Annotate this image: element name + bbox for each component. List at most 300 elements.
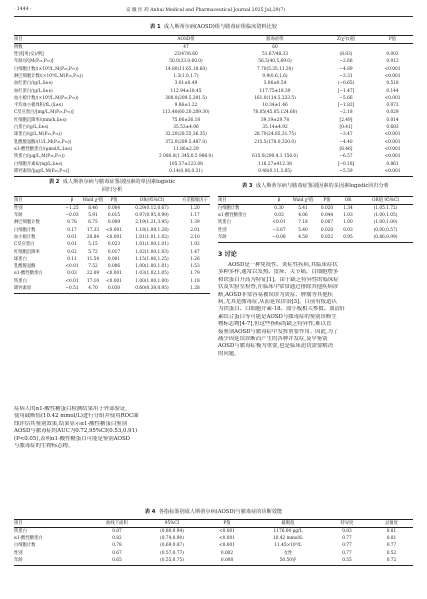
text-line: 多种多样,通常以发热、皮疹、关节痛、白细胞增多 <box>218 269 339 276</box>
table2-cell: 1.01(1.01,1.02) <box>135 234 169 240</box>
table3-column-header: Wald χ²值 <box>292 197 314 203</box>
table3 <box>218 196 413 243</box>
table1-cell: [−1.47] <box>337 88 355 94</box>
table1-cell: <0.001 <box>384 132 401 138</box>
table4-cell: 0.77 <box>342 536 352 542</box>
table1-cell: [−0.18] <box>337 161 355 167</box>
table2-column-header: Wald χ²值 <box>82 197 104 203</box>
table4-cell: 0.77 <box>386 543 397 549</box>
table1-cell: 0.14(0.06,0.31) <box>169 168 203 174</box>
table1-header-row <box>14 36 413 44</box>
table1-cell: 0.683 <box>386 125 399 131</box>
table2-cell: 5.72 <box>88 249 98 255</box>
table1-cell: 116.27±412.38 <box>258 161 292 167</box>
table2-cell: 1.01(1.00,1.01) <box>135 242 169 248</box>
table4 <box>14 519 413 566</box>
table3-cell: <0.01 <box>272 220 286 226</box>
table2-cell: 4.70 <box>88 286 98 292</box>
table1-row <box>14 110 413 117</box>
table1-row <box>14 154 413 161</box>
table4-column-header: 灵敏度 <box>385 520 398 526</box>
table3-header-row <box>218 197 413 205</box>
table3-cell: 5.41 <box>298 205 308 211</box>
table3-cell: −3.67 <box>272 227 286 233</box>
table2-cell: −0.51 <box>65 286 79 292</box>
discussion-text <box>218 262 413 358</box>
table2-cell: 0.11 <box>67 256 77 262</box>
table3-cell: 0.044 <box>320 213 334 219</box>
table2-row <box>14 256 210 263</box>
table1-cell <box>372 44 413 52</box>
table4-cell: (0.57,0.77) <box>160 550 184 556</box>
table2-column-header: OR(95%CI) <box>139 197 165 203</box>
table4-row <box>14 528 413 536</box>
table4-cell: 0.67 <box>112 550 122 556</box>
table3-cell: 性别 <box>218 227 227 233</box>
table1-cell: 3.06±0.54 <box>263 81 287 87</box>
table1-cell: 红细胞沉降率/(mm/h,x̄±s) <box>14 117 67 123</box>
table4-cell: 性别 <box>14 550 23 556</box>
table4-cell: 0.78 <box>112 543 122 549</box>
table2-cell: 0.030 <box>107 286 121 292</box>
table1-row <box>14 81 413 88</box>
table2-cell: 1.28 <box>190 286 200 292</box>
table2-row <box>14 286 210 294</box>
table3-cell: 4.06 <box>298 213 308 219</box>
table2-cell: 22.09 <box>86 271 100 277</box>
table4-row <box>14 536 413 543</box>
table1-row <box>14 146 413 153</box>
table2-row <box>14 220 210 227</box>
table2-cell: 血小板计数 <box>14 234 36 240</box>
table2-cell: 性别 <box>14 205 23 211</box>
table2-cell: 0.023 <box>107 242 121 248</box>
table2-cell: 0.001 <box>107 256 121 262</box>
table2-cell: 11.54 <box>86 256 100 262</box>
table3-cell: 4.59 <box>298 234 308 240</box>
table1-cell: 10.34±1.46 <box>262 103 288 109</box>
table2-cell: 1.18(1.09,1.28) <box>135 227 169 233</box>
table1-row <box>14 161 413 168</box>
table2-cell: 2.10 <box>190 234 200 240</box>
table4-cell: 0.77 <box>342 543 352 549</box>
table1-cell: [0.41] <box>339 125 353 131</box>
table4-cell: <0.001 <box>219 543 235 549</box>
table1-cell: 32.20(28.55,36.35) <box>165 132 207 138</box>
table2-cell: 红细胞沉降率 <box>14 249 40 255</box>
table2-cell: 1.18 <box>190 278 200 284</box>
table2-cell: <0.001 <box>106 271 122 277</box>
table3-cell: 0.03 <box>274 213 284 219</box>
table1-cell: α1-酸性糖蛋白/(μmol/L,x̄±s) <box>14 146 73 152</box>
table1-row <box>14 88 413 95</box>
table2-cell: 6.75 <box>88 220 98 226</box>
text-line: AOSD与脓毒症的AUC为0.72,95%CI(0.53,0.91) <box>14 428 138 435</box>
table2-cell: 1.39 <box>190 220 200 226</box>
table1-cell: <0.001 <box>384 168 401 174</box>
table3-cell: 0.95 <box>343 234 353 240</box>
table2-cell: 1.02(1.00,1.03) <box>135 249 169 255</box>
table1-cell <box>320 44 372 52</box>
table1-cell: 年龄/岁[M(P₂₅,P₇₅)] <box>14 59 54 65</box>
page-number: · 1444 · <box>14 7 32 12</box>
table1-cell: −5.59 <box>339 168 353 174</box>
table3-cell: (0.00,0.57) <box>373 227 398 233</box>
table4-cell: 年龄 <box>14 557 23 563</box>
table4-header-row <box>14 520 413 528</box>
table1-row <box>14 95 413 102</box>
table1-cell: 14.80(11.65,18.60) <box>165 66 207 72</box>
table3-column-header: 项目 <box>218 197 227 203</box>
table1-cell: −2.66 <box>339 59 353 65</box>
table3-number: 表 3 <box>241 183 253 189</box>
text-line: AOSD是一种免疫性、炎症性疾病,其临床症状 <box>228 262 338 268</box>
table1-cell: −2.18 <box>339 110 353 116</box>
table2-cell: <0.001 <box>106 234 122 240</box>
text-line: 状及实验室检查,在临床中常常通过排除其他疾病诊 <box>218 284 339 291</box>
table3-cell: 铁蛋白 <box>218 220 231 226</box>
table1-cell: 56.5(40.5,69.0) <box>258 59 292 65</box>
table4-row <box>14 543 413 550</box>
table1-row <box>14 103 413 110</box>
table3-cell: (0.86,0.99) <box>373 234 398 240</box>
table4-cell: 0.72 <box>386 557 397 563</box>
table2-cell: 17.33 <box>86 227 100 233</box>
table1-cell: 0.48(0.11,3.85) <box>258 168 292 174</box>
table1-cell <box>230 146 320 153</box>
table1-cell: 平均血小板体积/fL,(x̄±s) <box>14 103 63 109</box>
table1-number: 表 1 <box>149 24 161 30</box>
table1-cell: 0.072 <box>386 103 399 109</box>
table1-row <box>14 117 413 124</box>
table2-cell: 2.01 <box>190 227 200 233</box>
table2-cell: 1.92 <box>190 242 200 248</box>
table1-cell: 降钙素原/[μg/L,M(P₂₅,P₇₅)] <box>14 168 69 174</box>
table1-cell: 白细胞计数/(×10⁹/L,M(P₂₅,P₇₅)) <box>14 66 79 72</box>
table2-cell: 0.97(0.95,0.99) <box>135 213 169 219</box>
table3-row <box>218 205 413 213</box>
table1-cell: [2.49] <box>339 117 353 123</box>
table4-cell: 50.50岁 <box>279 557 297 563</box>
table1-column-header: AOSD组 <box>177 36 195 42</box>
table3-cell: 0.007 <box>320 220 334 226</box>
table3-row <box>218 220 413 227</box>
table1 <box>14 35 413 177</box>
table2-row <box>14 227 210 234</box>
table4-cell: 10.42 mmol/L <box>272 536 304 542</box>
table2-cell: 降钙素原 <box>14 286 32 292</box>
table1-column-header: P值 <box>388 36 397 42</box>
table3-cell: 年龄 <box>218 234 227 240</box>
table4-column-header: 项目 <box>14 520 23 526</box>
text-line: AOSD与脓毒症极为重要,也是临床迫切需要解决 <box>218 343 334 350</box>
table4-cell: 0.83 <box>342 528 352 534</box>
text-line: 接鉴别AOSD与脓毒症中发挥重要作用。因此,为了 <box>218 328 339 335</box>
text-line: 减少因延误诊断而产生的各种并发症,及早鉴别 <box>218 336 328 343</box>
table1-cell: 性别[男(女)/例] <box>14 52 44 58</box>
table1-cell: 117.75±18.39 <box>259 88 291 94</box>
table3-cell: 0.032 <box>320 234 334 240</box>
table1-cell: 0.9(0.6,1.6) <box>262 73 288 79</box>
table3-cell: 0.03 <box>343 227 353 233</box>
table4-title: 各指标鉴别成人斯蒂尔病(AOSD)与脓毒症的诊断效能 <box>158 509 283 515</box>
table2-cell: 0.78 <box>67 220 77 226</box>
table4-column-header: 95%CI <box>164 520 180 526</box>
table1-caption <box>14 23 413 30</box>
table2-caption <box>14 178 210 194</box>
table1-cell: 308.0(209.5,391.5) <box>165 95 207 101</box>
table3-cell: 1.03 <box>343 213 353 219</box>
table4-cell: 女性 <box>283 550 293 556</box>
table1-cell: −3.47 <box>339 132 353 138</box>
table1-cell: 28.70(24.85,31.75) <box>254 132 296 138</box>
table2-cell: 1.03(1.02,1.05) <box>135 271 169 277</box>
table2-row <box>14 242 210 249</box>
table1-row <box>14 44 413 52</box>
table3-column-header: OR值 95%CI <box>372 197 399 203</box>
table2-cell: 1.47 <box>190 249 200 255</box>
table2-row <box>14 278 210 285</box>
text-line: 素结合蛋白等可能是AOSD与脓毒症的鉴别诊断生 <box>218 313 337 320</box>
table1-cell: 2 080.0(1 345.0,5 986.0) <box>159 154 213 160</box>
table1-cell: 铁蛋白/(μg/L,M(P₂₅,P₇₅)) <box>14 154 65 160</box>
table1-row <box>14 59 413 66</box>
table4-cell: (0.55,0.75) <box>160 557 184 563</box>
table2-cell: C反应蛋白 <box>14 242 35 248</box>
table1-row <box>14 125 413 132</box>
table4-cell: 0.002 <box>220 550 234 556</box>
table1-cell: <0.001 <box>384 73 401 79</box>
table1-row <box>14 132 413 139</box>
table2-cell: 1.79 <box>190 271 200 277</box>
table1-cell: [−1.82] <box>337 103 355 109</box>
table3-cell: (1.00,1.05) <box>373 213 398 219</box>
table1-cell: 0.029 <box>386 110 399 116</box>
table3-cell: (1.00,1.00) <box>373 220 398 226</box>
table2-cell: 球蛋白 <box>14 256 27 262</box>
table1-cell: −4.40 <box>339 139 353 145</box>
table2-cell: 年龄 <box>14 213 23 219</box>
table4-cell: 0.65 <box>112 557 122 563</box>
table1-cell: 11.80±2.29 <box>173 146 199 152</box>
text-line: 的问题。 <box>218 350 240 357</box>
table1-cell: 105.37±123.08 <box>169 161 203 167</box>
table4-cell: 0.81 <box>386 528 397 534</box>
table1-cell: 47 <box>183 44 189 50</box>
table2-row <box>14 249 210 256</box>
table1-cell: 113.40(60.20,209.30) <box>162 110 210 116</box>
table2-row <box>14 205 210 213</box>
text-line: 线评估其鉴别效果,结果显示α1-酸性糖蛋白鉴别 <box>14 420 128 427</box>
table1-cell: 白蛋白/(g/L,x̄±s) <box>14 125 49 131</box>
table1-cell: (8.83) <box>339 52 353 58</box>
table1-title: 成人斯蒂尔病(AOSD)组与脓毒症组临床资料比较 <box>163 24 278 30</box>
table4-cell: (0.80,0.94) <box>160 528 184 534</box>
table2-cell: 20.84 <box>86 234 100 240</box>
table2-cell: <0.001 <box>106 227 122 233</box>
table2-cell: 0.006 <box>107 264 121 270</box>
table2-cell: 0.004 <box>107 205 121 211</box>
table3-cell: 1.00 <box>343 220 353 226</box>
table2-cell: 0.60(0.38,0.95) <box>135 286 169 292</box>
text-line: 为铁蛋白、白细胞介素-18、血小板相关参数、血清肝 <box>218 306 346 313</box>
text-line: 病,尤其是脓毒症,从而延误诊治[3]。目前有报道认 <box>218 299 337 306</box>
validation-text <box>14 406 210 450</box>
table4-row <box>14 550 413 557</box>
table2-cell: 0.01 <box>67 234 77 240</box>
table3-row <box>218 213 413 220</box>
table1-row <box>14 73 413 80</box>
table1-cell: −5.66 <box>339 95 353 101</box>
table3-cell: 5.40 <box>298 227 308 233</box>
table1-cell: 60 <box>272 44 278 50</box>
table1-cell: 215.5(178.0,320.0) <box>254 139 296 145</box>
table1-cell: <0.001 <box>384 66 401 72</box>
table1-cell: 球蛋白/(g/L,M(P₂₅,P₇₅)) <box>14 132 62 138</box>
table4-cell: 0.55 <box>342 557 352 563</box>
table2-cell: 1.00(1.00,1.00) <box>135 278 169 284</box>
table2-cell: 2.19(1.21,3.95) <box>135 220 169 226</box>
table2-cell: 5.15 <box>88 242 98 248</box>
table2-cell: 1.00(1.00,1.01) <box>135 264 169 270</box>
table2-row <box>14 271 210 278</box>
table3-row <box>218 227 413 234</box>
table2-column-header: β <box>70 197 74 203</box>
table2-cell: <0.01 <box>65 264 79 270</box>
table2-row <box>14 213 210 220</box>
table4-caption <box>14 508 413 515</box>
table3-row <box>218 234 413 242</box>
table1-cell: 0.518 <box>386 81 399 87</box>
table1-cell: <0.001 <box>384 139 401 145</box>
table1-cell: <0.001 <box>384 146 401 152</box>
table2-cell: 1.20 <box>190 205 200 211</box>
table1-cell: 1.3(1.0,1.7) <box>173 73 199 79</box>
table2-number: 表 2 <box>48 179 60 185</box>
table1-cell: [6.46] <box>339 146 353 152</box>
table1-cell: 血红蛋白/(g/L,x̄±s) <box>14 88 53 94</box>
table3-cell: −0.08 <box>272 234 286 240</box>
table4-cell: α1-酸性糖蛋白 <box>14 536 43 542</box>
table1-row <box>14 52 413 59</box>
table2-cell: 8.46 <box>88 205 98 211</box>
table2-cell: 5.91 <box>88 213 98 219</box>
table3-cell: 0.020 <box>320 205 334 211</box>
table4-cell: 11.45×10⁹/L <box>274 543 302 549</box>
table1-cell: 50.0(33.0,60.0) <box>169 59 203 65</box>
table1-cell: 161.0(114.5,233.5) <box>254 95 296 101</box>
table2-row <box>14 264 210 271</box>
table2-column-header: 项目 <box>14 197 23 203</box>
table1-column-header: 脓毒症组 <box>266 36 284 42</box>
table4-cell: 白细胞计数 <box>14 543 36 549</box>
table3-cell: 白细胞计数 <box>218 205 240 211</box>
table1-cell: 例数 <box>14 44 23 50</box>
table1-cell: −6.57 <box>339 154 353 160</box>
table1-cell: 淋巴细胞计数/(×10⁹/L,M(P₂₅,P₇₅)) <box>14 73 83 79</box>
text-line: 症病人的α1-酸性糖蛋白检测结果用于外部验证, <box>14 406 128 412</box>
table4-column-header: 特异度 <box>340 520 354 526</box>
table1-cell: 75.06±36.18 <box>171 117 201 123</box>
text-line: 断,AOSD非常容易被误诊为炎症、肿瘤等其他疾 <box>218 291 334 298</box>
table1-cell: 7.70(5.35,11.20) <box>256 66 294 72</box>
table2-cell: 0.017 <box>107 249 121 255</box>
table2-cell: 淋巴细胞计数 <box>14 220 40 226</box>
table1-row <box>14 168 413 176</box>
table4-cell: 0.008 <box>220 557 234 563</box>
text-line: 与脓毒症的生物标志物。 <box>14 443 74 450</box>
table2-cell: 1.15(1.06,1.25) <box>135 256 169 262</box>
table2 <box>14 196 210 294</box>
table2-column-header: P值 <box>110 197 118 203</box>
table4-column-header: P值 <box>223 520 231 526</box>
table1-cell: 0.144 <box>386 88 399 94</box>
table2-cell: 铁蛋白 <box>14 278 27 284</box>
table2-cell: <0.01 <box>65 278 79 284</box>
table2-cell: 1.53 <box>190 264 200 270</box>
table1-cell: <0.001 <box>384 154 401 160</box>
table2-cell: 白细胞计数 <box>14 227 36 233</box>
table4-cell: 0.77 <box>342 550 352 556</box>
table4-cell: 0.82 <box>112 536 122 542</box>
table3-cell: 0.020 <box>320 227 334 233</box>
table1-cell: −4.89 <box>339 66 353 72</box>
table1-cell: 白细胞介素6/(ng/L,x̄±s) <box>14 161 63 167</box>
table1-cell: 0.861 <box>386 161 399 167</box>
table2-cell: 乳酸脱氢酶 <box>14 264 36 270</box>
table1-cell: 0.014 <box>386 117 399 123</box>
text-line: 和铁蛋白升高为特征[1]。由于缺乏特异性的临床症 <box>218 276 339 283</box>
table4-cell: <0.001 <box>219 536 235 542</box>
table1-cell: 372.0(289.5,487.0) <box>165 139 207 145</box>
table1-cell: 39.19±29.78 <box>260 117 290 123</box>
table2-cell: −1.25 <box>65 205 79 211</box>
table3-cell: 0.30 <box>274 205 284 211</box>
table1-cell: 35.53±4.96 <box>173 125 199 131</box>
table3-column-header: OR <box>344 197 352 203</box>
table2-cell: 1.17 <box>190 213 200 219</box>
table1-row <box>14 139 413 146</box>
table1-cell: 35.14±4.92 <box>262 125 288 131</box>
table3-cell: 7.18 <box>298 220 308 226</box>
table1-cell: (−0.65) <box>337 81 355 87</box>
table3-cell: 1.34 <box>343 205 353 211</box>
table4-column-header: 截断值 <box>281 520 295 526</box>
table2-cell: 0.015 <box>107 213 121 219</box>
table2-cell: 7.52 <box>88 264 98 270</box>
table2-cell: α1-酸性糖蛋白 <box>14 271 43 277</box>
table1-cell: 血小板计数/(×10⁹/L,M(P₂₅,P₇₅)) <box>14 95 79 101</box>
table1-cell: C反应蛋白/[mg/L,M(P₂₅,P₇₅)] <box>14 110 74 116</box>
table1-row <box>14 66 413 73</box>
table1-cell: 0.003 <box>386 52 399 58</box>
table1-cell: 78.05(45.05,124.60) <box>252 110 298 116</box>
table4-cell: (0.69,0.87) <box>160 543 184 549</box>
table2-title: 成人斯蒂尔病与脓毒症鉴别因素的单因素logistic <box>62 179 176 185</box>
table3-column-header: P值 <box>323 197 331 203</box>
table4-cell: 铁蛋白 <box>14 528 27 534</box>
table2-cell: 0.17 <box>67 227 77 233</box>
discussion-heading: 3 讨论 <box>218 251 237 258</box>
table4-cell: <0.001 <box>219 528 235 534</box>
table2-title-line2: 回归分析 <box>101 187 123 193</box>
table2-cell: 0.03 <box>67 271 77 277</box>
table1-cell: 乳酸脱氢酶/(U/L,M(P₂₅,P₇₅)) <box>14 139 72 145</box>
table2-cell: 0.29(0.12,0.67) <box>135 205 169 211</box>
table3-cell: α1-酸性糖蛋白 <box>218 213 247 219</box>
text-line: 物标志物[4-7],但这些指标尚缺乏特异性,难以直 <box>218 321 332 328</box>
table4-row <box>14 557 413 565</box>
